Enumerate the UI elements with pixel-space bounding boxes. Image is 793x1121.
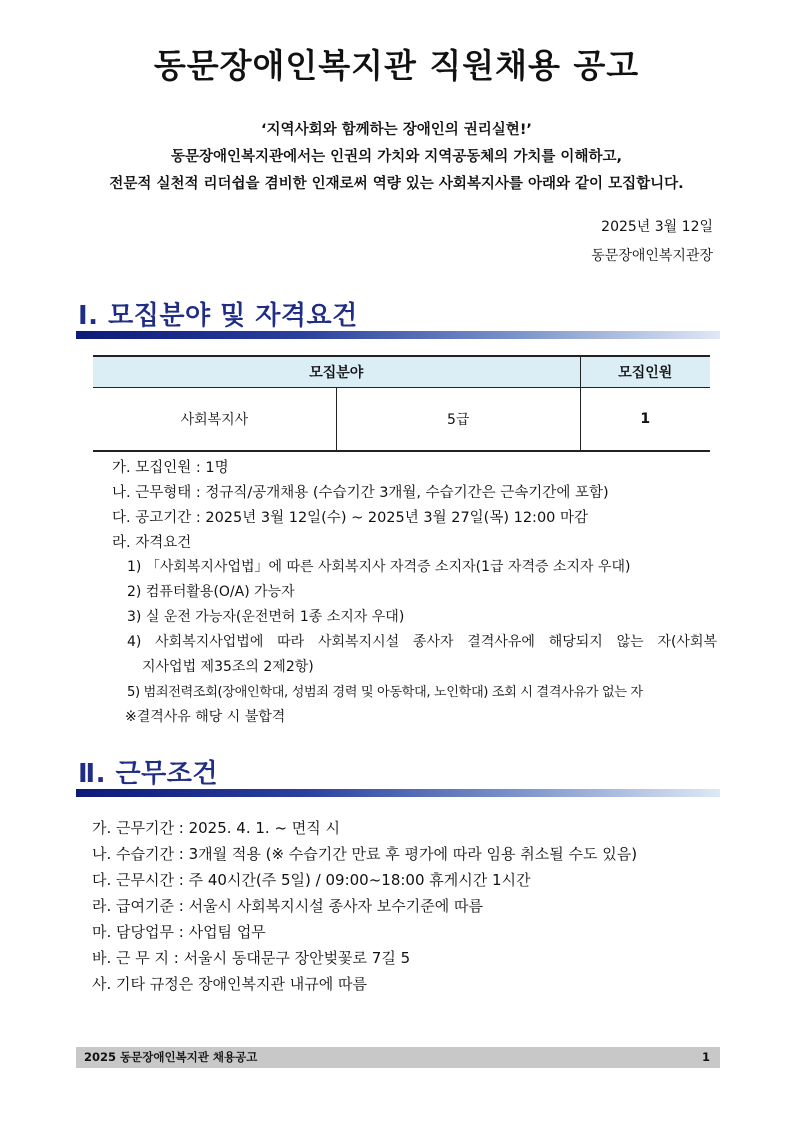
list-item: 나. 수습기간 : 3개월 적용 (※ 수습기간 만료 후 평가에 따라 임용 취소될 수도 있음) [92, 845, 638, 863]
section-1-bar [76, 331, 720, 339]
table-cell-field: 사회복지사 [93, 388, 336, 452]
footer-title: 2025 동문장애인복지관 채용공고 [84, 1050, 258, 1064]
table-row [93, 388, 710, 452]
notice-signer: 동문장애인복지관장 [591, 248, 713, 264]
section-1-title: Ⅰ. 모집분야 및 자격요건 [78, 301, 358, 331]
table-cell-count: 1 [580, 388, 710, 452]
page-title: 동문장애인복지관 직원채용 공고 [153, 46, 640, 85]
list-item: 가. 근무기간 : 2025. 4. 1. ~ 면직 시 [92, 819, 341, 837]
table-header-field: 모집분야 [93, 356, 580, 388]
requirement-item: 1) 「사회복지사업법」에 따른 사회복지사 자격증 소지자(1급 자격증 소지자 우대) [127, 559, 631, 575]
requirement-item: 5) 범죄전력조회(장애인학대, 성범죄 경력 및 아동학대, 노인학대) 조회 시 결격사유가 없는 자 [127, 685, 643, 700]
list-item: 사. 기타 규정은 장애인복지관 내규에 따름 [92, 975, 367, 993]
list-item: 마. 담당업무 : 사업팀 업무 [92, 923, 266, 941]
notice-date: 2025년 3월 12일 [601, 219, 713, 235]
list-item: 바. 근 무 지 : 서울시 동대문구 장안벚꽃로 7길 5 [92, 949, 411, 967]
intro-line-2: 동문장애인복지관에서는 인권의 가치와 지역공동체의 가치를 이해하고, [171, 149, 622, 165]
recruitment-table [93, 355, 710, 452]
section-2-bar [76, 789, 720, 797]
intro-line-3: 전문적 실천적 리더쉽을 겸비한 인재로써 역량 있는 사회복지사를 아래와 같이 모집합니다. [109, 176, 684, 192]
disqualification-note: ※결격사유 해당 시 불합격 [125, 709, 286, 725]
table-cell-grade: 5급 [336, 388, 580, 452]
list-item: 라. 자격요건 [112, 535, 192, 551]
list-item: 라. 급여기준 : 서울시 사회복지시설 종사자 보수기준에 따름 [92, 897, 483, 915]
requirement-item: 3) 실 운전 가능자(운전면허 1종 소지자 우대) [127, 609, 405, 625]
requirement-item: 2) 컴퓨터활용(O/A) 가능자 [127, 584, 295, 600]
table-header-row [93, 356, 710, 388]
list-item: 다. 근무시간 : 주 40시간(주 5일) / 09:00~18:00 휴게시간 1시간 [92, 871, 531, 889]
requirement-item-cont: 지사업법 제35조의 2제2항) [142, 659, 314, 675]
list-item: 다. 공고기간 : 2025년 3월 12일(수) ~ 2025년 3월 27일(목) 12:00 마감 [112, 510, 589, 526]
page-number: 1 [701, 1050, 710, 1064]
page-footer [76, 1047, 720, 1068]
requirement-item: 4) 사회복지사업법에 따라 사회복지시설 종사자 결격사유에 해당되지 않는 자(사회복 [127, 634, 717, 650]
table-header-count: 모집인원 [580, 356, 710, 388]
intro-slogan: ‘지역사회와 함께하는 장애인의 권리실현!’ [261, 122, 532, 138]
list-item: 나. 근무형태 : 정규직/공개채용 (수습기간 3개월, 수습기간은 근속기간에 포함) [112, 485, 609, 501]
list-item: 가. 모집인원 : 1명 [112, 460, 229, 476]
section-2-title: Ⅱ. 근무조건 [78, 759, 219, 789]
